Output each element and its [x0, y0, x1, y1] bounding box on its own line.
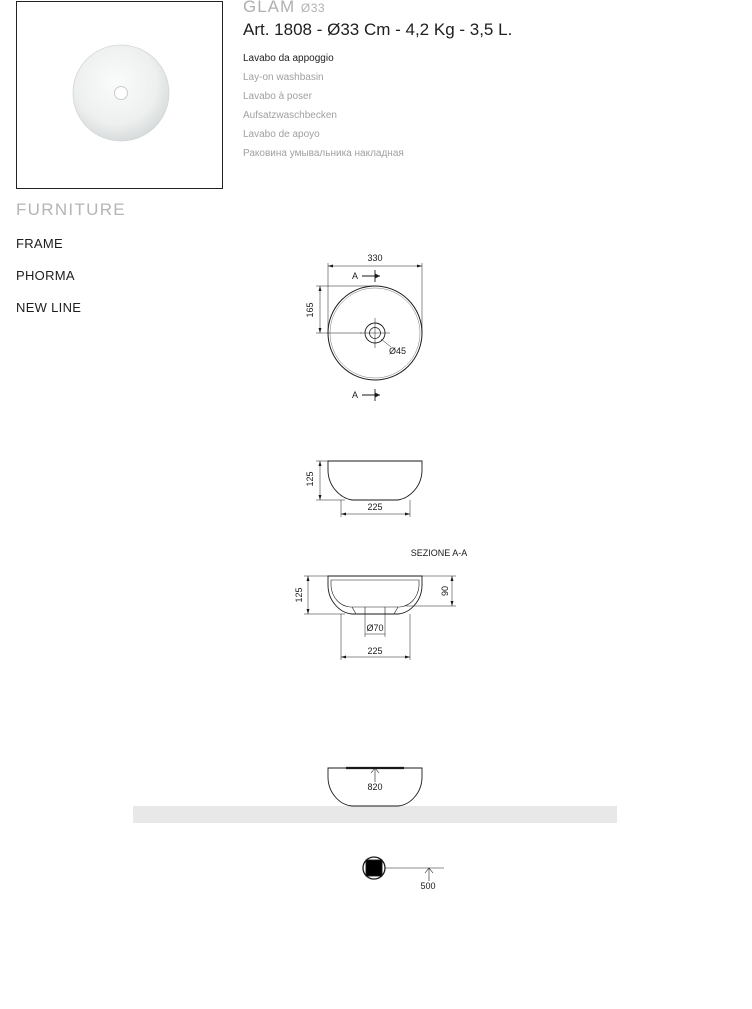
description-es: Lavabo de apoyo: [243, 129, 320, 140]
top-half-label: 165: [305, 302, 315, 318]
sidebar-heading: FURNITURE: [16, 200, 126, 219]
product-name: GLAM: [243, 0, 296, 16]
top-drain-label: Ø45: [389, 346, 407, 356]
top-width-label: 330: [367, 253, 383, 263]
description-ru: Раковина умывальника накладная: [243, 148, 404, 159]
article-line: Art. 1808 - Ø33 Cm - 4,2 Kg - 3,5 L.: [243, 20, 513, 39]
section-depth-label: 90: [440, 585, 450, 597]
side-height-label: 125: [305, 471, 315, 487]
description-it: Lavabo da appoggio: [243, 53, 334, 64]
side-base-label: 225: [367, 502, 383, 512]
top-view-drawing: [316, 263, 422, 401]
section-height-label: 125: [294, 587, 304, 603]
product-size-tag: Ø33: [300, 1, 326, 15]
section-marker-top: A: [352, 271, 359, 281]
sidebar-item-frame[interactable]: FRAME: [16, 236, 63, 251]
sidebar-item-phorma[interactable]: PHORMA: [16, 268, 75, 283]
sidebar-item-new-line[interactable]: NEW LINE: [16, 300, 82, 315]
section-marker-bottom: A: [352, 390, 359, 400]
section-drain-label: Ø70: [366, 623, 384, 633]
tap-offset-label: 500: [420, 881, 436, 891]
install-height-label: 820: [367, 782, 383, 792]
description-fr: Lavabo à poser: [243, 91, 312, 102]
description-de: Aufsatzwaschbecken: [243, 110, 337, 121]
description-en: Lay-on washbasin: [243, 72, 324, 83]
section-base-label: 225: [367, 646, 383, 656]
section-title: SEZIONE A-A: [410, 548, 468, 558]
tap-offset-drawing: [363, 857, 444, 881]
